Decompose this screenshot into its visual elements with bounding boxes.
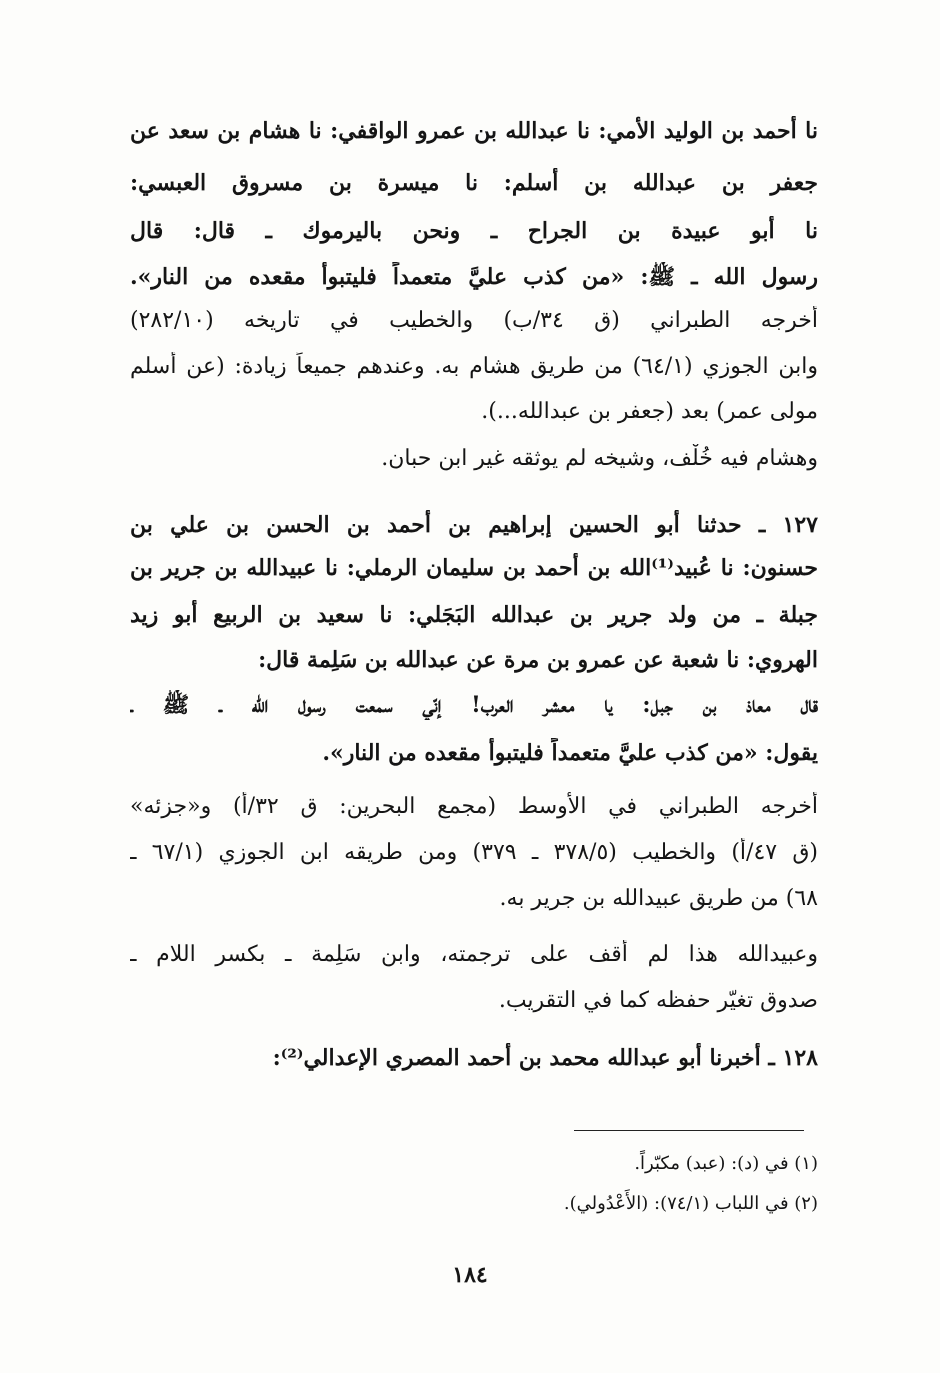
text-line-4: رسول الله ـ ﷺ: «من كذب عليَّ متعمداً فليتبوأ مقعده من النار».: [130, 264, 818, 290]
text-line-16: (ق ٤٧/أ) والخطيب (٣٧٨/٥ ـ ٣٧٩) ومن طريقه ابن الجوزي (٦٧/١ ـ: [130, 840, 818, 865]
text-line-2: جعفر بن عبدالله بن أسلم: نا ميسرة بن مسروق العبسي:: [130, 170, 818, 196]
text-line-9: ١٢٧ ـ حدثنا أبو الحسين إبراهيم بن أحمد بن الحسن بن علي بن: [130, 512, 818, 538]
text-line-7: مولى عمر) بعد (جعفر بن عبدالله...).: [481, 399, 818, 424]
text-line-1: نا أحمد بن الوليد الأمي: نا عبدالله بن عمرو الواقفي: نا هشام بن سعد عن: [130, 118, 818, 144]
page-number: ١٨٤: [452, 1262, 488, 1288]
text-line-18: وعبيدالله هذا لم أقف على ترجمته، وابن سَلِمة ـ بكسر اللام ـ: [130, 942, 818, 967]
text-line-8: وهشام فيه خُلْف، وشيخه لم يوثقه غير ابن حبان.: [381, 446, 818, 471]
text-line-19: صدوق تغيّر حفظه كما في التقريب.: [498, 988, 818, 1013]
footnote-1: (١) في (د): (عبد) مكبّراً.: [634, 1153, 818, 1174]
text-line-10: حسنون: نا عُبيد⁽¹⁾الله بن أحمد بن سليمان الرملي: نا عبيدالله بن جرير بن: [130, 555, 818, 581]
text-line-13: قال معاذ بن جبل: يا معشر العرب! إنّي سمعت رسول الله ـ ﷺ ـ: [130, 692, 818, 718]
footnote-2: (٢) في اللباب (٧٤/١): (الأَعْدُولي).: [563, 1193, 818, 1214]
text-line-12: الهروي: نا شعبة عن عمرو بن مرة عن عبدالله بن سَلِمة قال:: [258, 647, 818, 673]
text-line-20: ١٢٨ ـ أخبرنا أبو عبدالله محمد بن أحمد المصري الإعدالي⁽²⁾:: [272, 1045, 818, 1071]
text-line-3: نا أبو عبيدة بن الجراح ـ ونحن باليرموك ـ قال: قال: [130, 218, 818, 244]
text-line-14: يقول: «من كذب عليَّ متعمداً فليتبوأ مقعده من النار».: [322, 740, 818, 766]
text-line-6: وابن الجوزي (٦٤/١) من طريق هشام به. وعندهم جميعاً زيادة: (عن أسلم: [130, 354, 818, 379]
text-line-17: ٦٨) من طريق عبيدالله بن جرير به.: [499, 886, 818, 911]
text-line-15: أخرجه الطبراني في الأوسط (مجمع البحرين: ق ٣٢/أ) و«جزئه»: [130, 794, 818, 819]
text-line-11: جبلة ـ من ولد جرير بن عبدالله البَجَلي: نا سعيد بن الربيع أبو زيد: [130, 602, 818, 628]
footnote-separator: [574, 1130, 804, 1131]
text-line-5: أخرجه الطبراني (ق ٣٤/ب) والخطيب في تاريخه (٢٨٢/١٠): [130, 308, 818, 333]
